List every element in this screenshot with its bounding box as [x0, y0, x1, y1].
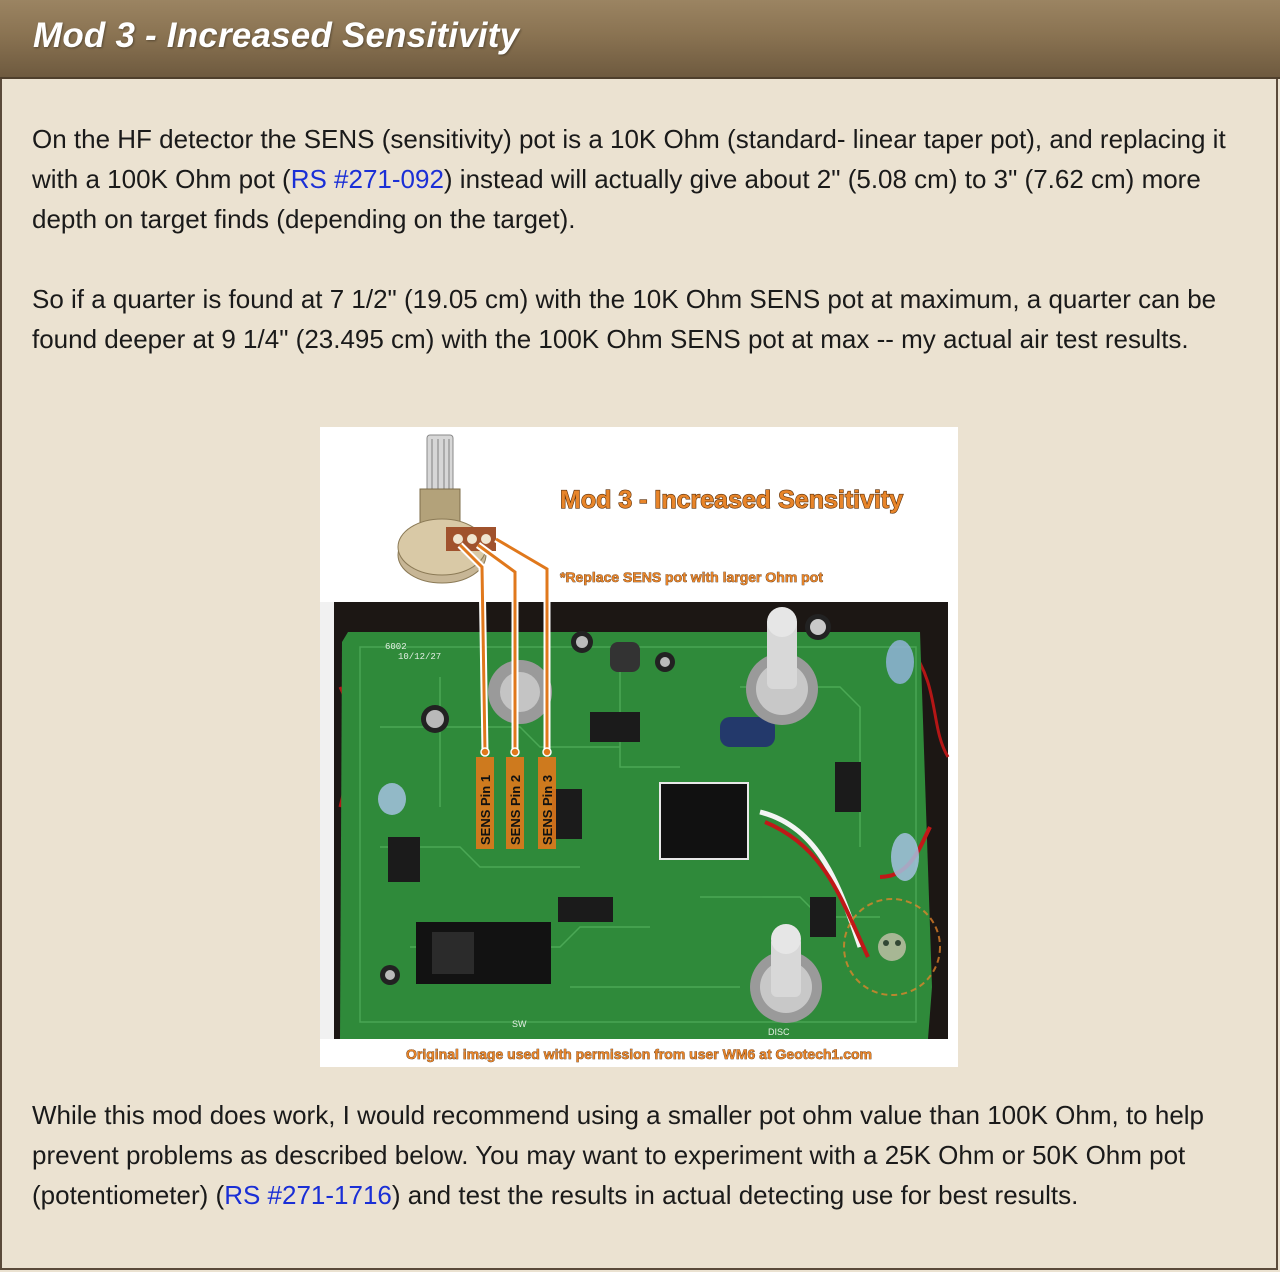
- paragraph-recommendation-text-end: ) and test the results in actual detecting use for best results.: [391, 1180, 1079, 1210]
- rs-271-1716-link[interactable]: RS #271-1716: [224, 1180, 392, 1210]
- slide-switch: [416, 922, 551, 984]
- paragraph-intro: [32, 119, 1254, 239]
- figure-subtitle: *Replace SENS pot with larger Ohm pot: [560, 569, 823, 585]
- paragraph-recommendation-text: While this mod does work, I would recommend using a smaller pot ohm value than 100K Ohm, to help prevent problems as described below. You may want to experiment with a 25K Ohm or 50K Ohm pot (potentiometer) (: [32, 1100, 1205, 1210]
- board-date: 10/12/27: [398, 652, 442, 662]
- paragraph-recommendation: [32, 1095, 1254, 1215]
- paragraph-intro-text: On the HF detector the SENS (sensitivity) pot is a 10K Ohm (standard- linear taper pot), and replacing it with a 100K Ohm pot (: [32, 124, 1226, 194]
- sens-pin-3-label: SENS Pin 3: [540, 774, 555, 845]
- section-title: Mod 3 - Increased Sensitivity: [33, 16, 520, 55]
- switch-label: SW: [512, 1019, 527, 1029]
- figure-title: Mod 3 - Increased Sensitivity: [560, 486, 904, 514]
- sens-pin-1-label: SENS Pin 1: [478, 774, 493, 845]
- sens-pin-2-label: SENS Pin 2: [508, 774, 523, 845]
- paragraph-intro-text-end: ) instead will actually give about 2" (5.08 cm) to 3" (7.62 cm) more depth on target finds (depending on the target).: [32, 164, 1201, 234]
- pcb-mod-figure: [320, 427, 958, 1067]
- board-code: 6002: [385, 642, 407, 652]
- rs-271-092-link[interactable]: RS #271-092: [290, 164, 444, 194]
- figure-credit: Original image used with permission from user WM6 at Geotech1.com: [406, 1046, 872, 1062]
- disc-label: DISC: [768, 1027, 790, 1037]
- sens-pin-labels: [476, 757, 556, 849]
- paragraph-results-text: So if a quarter is found at 7 1/2" (19.05 cm) with the 10K Ohm SENS pot at maximum, a quarter can be found deeper at 9 1/4" (23.495 cm) with the 100K Ohm SENS pot at max -- my actual air test results.: [32, 284, 1217, 354]
- circuit-board: [340, 607, 932, 1039]
- potentiometer: [398, 435, 496, 583]
- paragraph-results: [32, 279, 1254, 359]
- section-header: [0, 0, 1280, 79]
